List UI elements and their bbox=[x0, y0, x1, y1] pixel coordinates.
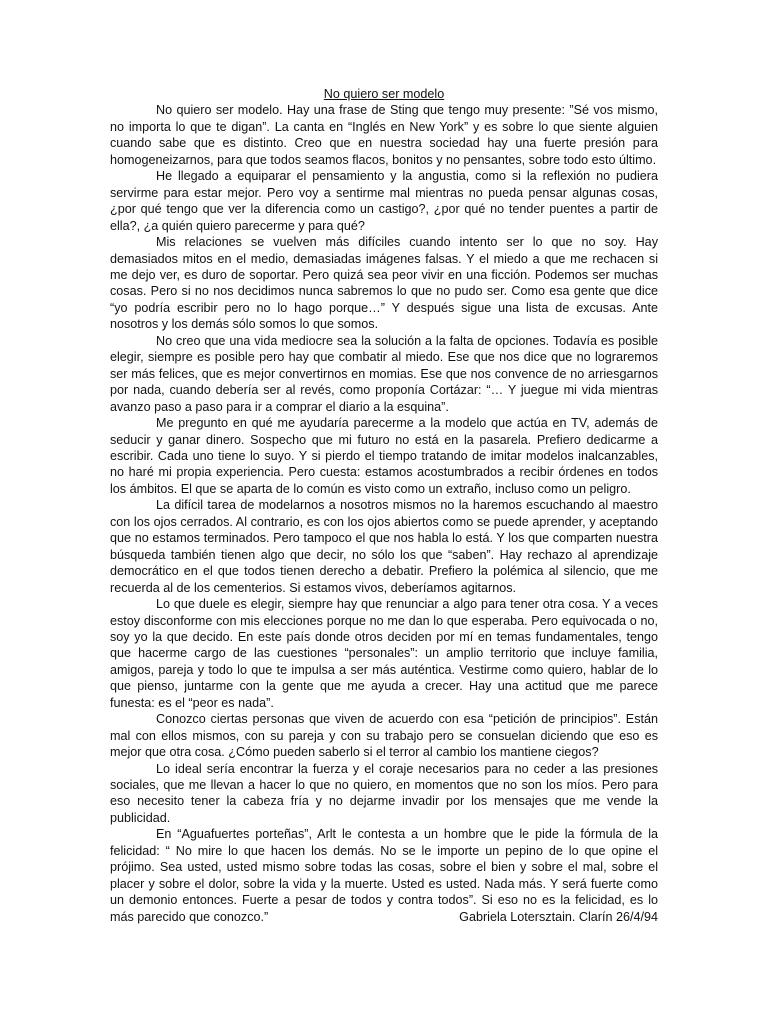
article-paragraph: No creo que una vida mediocre sea la solución a la falta de opciones. Todavía es posible elegir, siempre es posible pero hay que combatir al miedo. Ese que nos dice que no lograremos ser más felices, que es mejor convertirnos en momias. Ese que nos convence de no arriesgarnos por nada, cuando debería ser al revés, como proponía Cortázar: “… Y juegue mi vida mientras avanzo paso a paso para ir a comprar el diario a la esquina”. bbox=[110, 333, 658, 414]
article-body bbox=[110, 86, 658, 925]
closing-paragraph bbox=[110, 826, 658, 925]
article-paragraph: Mis relaciones se vuelven más difíciles cuando intento ser lo que no soy. Hay demasiados mitos en el medio, demasiadas imágenes falsas. Y el miedo a que me rechacen si me dejo ver, es duro de soportar. Pero quizá sea peor vivir en una ficción. Podemos ser muchas cosas. Pero si no nos decidimos nunca sabremos lo que no pudo ser. Como esa gente que dice “yo podría escribir pero no lo hago porque…” Y después sigue una lista de excusas. Ante nosotros y los demás sólo somos lo que somos. bbox=[110, 235, 658, 332]
article-paragraph: He llegado a equiparar el pensamiento y la angustia, como si la reflexión no pudiera servirme para estar mejor. Pero voy a sentirme mal mientras no pueda pensar algunas cosas, ¿por qué tengo que ver la diferencia como un castigo?, ¿por qué no tender puentes a partir de ella?, ¿a quién quiero parecerme y para qué? bbox=[110, 169, 658, 233]
article-title: No quiero ser modelo bbox=[323, 87, 445, 101]
article-paragraph: La difícil tarea de modelarnos a nosotros mismos no la haremos escuchando al maestro con los ojos cerrados. Al contrario, es con los ojos abiertos como se puede aprender, y aceptando que no estamos terminados. Pero tampoco el que nos habla lo está. Y los que comparten nuestra búsqueda también tienen algo que decir, no sólo los que “saben”. Hay rechazo al aprendizaje democrático en el que todos tienen derecho a debatir. Prefiero la polémica al silencio, que me recuerda al de los cementerios. Si estamos vivos, deberíamos agitarnos. bbox=[110, 498, 658, 595]
closing-paragraph-text: En “Aguafuertes porteñas”, Arlt le contesta a un hombre que le pide la fórmula de la felicidad: “ No mire lo que hacen los demás. No se le importe un pepino de lo que opine el prójimo. Sea usted, usted mismo sobre todas las cosas, sobre el bien y sobre el mal, sobre el placer y sobre el dolor, sobre la vida y la muerte. Usted es usted. Nada más. Y será fuerte como un demonio entonces. Fuerte a pesar de todos y contra todos”. Si eso no es la felicidad, es lo más parecido que conozco.” bbox=[110, 827, 658, 924]
article-paragraph: No quiero ser modelo. Hay una frase de Sting que tengo muy presente: ”Sé vos mismo, no importa lo que te digan”. La canta en “Inglés en New York” y es sobre lo que siente alguien cuando sabe que es distinto. Creo que en nuestra sociedad hay una fuerte presión para homogeneizarnos, para que todos seamos flacos, bonitos y no pensantes, sobre todo esto último. bbox=[110, 103, 658, 167]
article-paragraph: Conozco ciertas personas que viven de acuerdo con esa “petición de principios”. Están mal con ellos mismos, con su pareja y con su trabajo pero se consuelan diciendo que eso es mejor que otra cosa. ¿Cómo pueden saberlo si el terror al cambio los mantiene ciegos? bbox=[110, 712, 658, 760]
author-signature: Gabriela Lotersztain. Clarín 26/4/94 bbox=[459, 909, 658, 924]
article-paragraph: Lo que duele es elegir, siempre hay que renunciar a algo para tener otra cosa. Y a veces estoy disconforme con mis elecciones porque no me dan lo que esperaba. Pero equivocada o no, soy yo la que decido. En este país donde otros deciden por mí en temas fundamentales, tengo que hacerme cargo de las cuestiones “personales”: un amplio territorio que incluye familia, amigos, pareja y todo lo que te impulsa a ser más auténtica. Vestirme como quiero, hablar de lo que pienso, juntarme con la gente que me ayuda a crecer. Hay una actitud que me parece funesta: es el “peor es nada”. bbox=[110, 597, 658, 710]
article-paragraph: Lo ideal sería encontrar la fuerza y el coraje necesarios para no ceder a las presiones sociales, que me llevan a hacer lo que no quiero, en momentos que no son los míos. Pero para eso necesito tener la cabeza fría y no dejarme invadir por los mensajes que me vende la publicidad. bbox=[110, 761, 658, 825]
article-paragraph: Me pregunto en qué me ayudaría parecerme a la modelo que actúa en TV, además de seducir y ganar dinero. Sospecho que mi futuro no está en la pasarela. Prefiero dedicarme a escribir. Cada uno tiene lo suyo. Y si pierdo el tiempo tratando de imitar modelos inalcanzables, no haré mi propia experiencia. Pero cuesta: estamos acostumbrados a recibir órdenes en todos los ámbitos. El que se aparta de lo común es visto como un extraño, incluso como un peligro. bbox=[110, 416, 658, 496]
